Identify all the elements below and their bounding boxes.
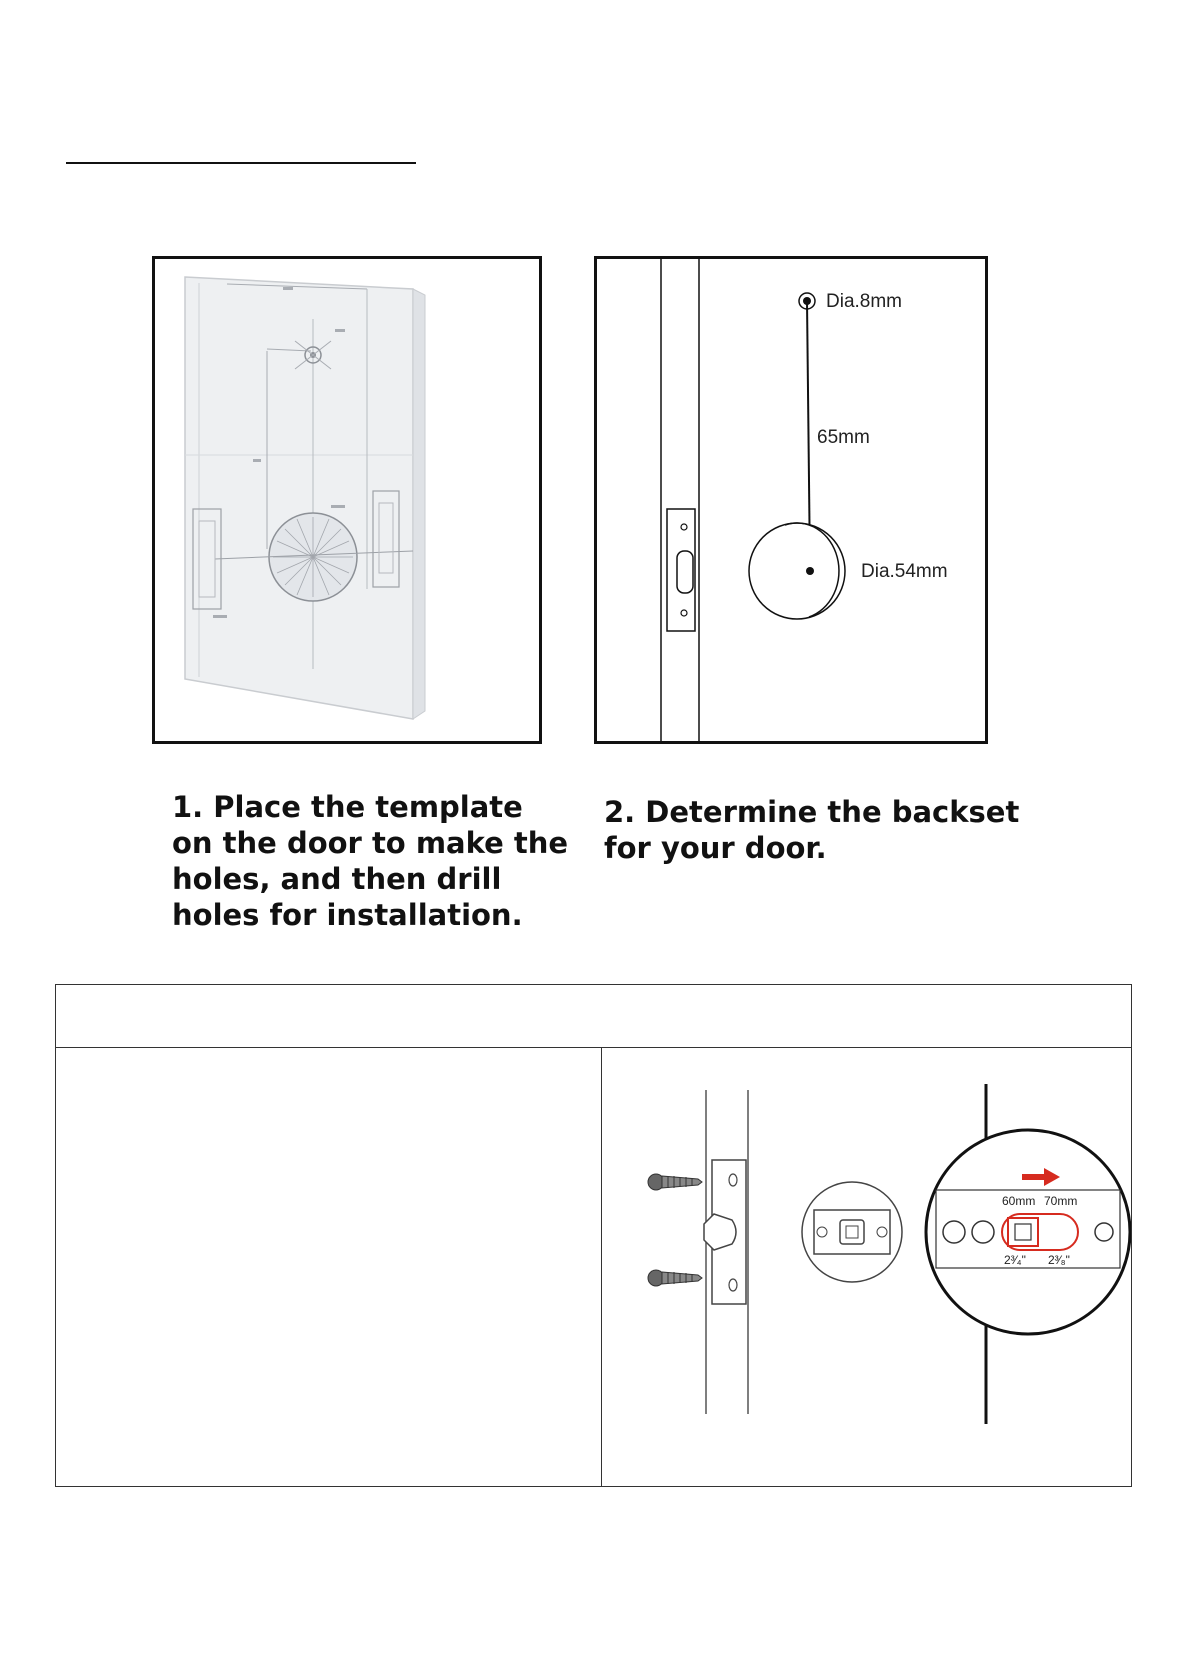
template-illustration bbox=[155, 259, 539, 741]
heading-rule bbox=[66, 162, 416, 164]
table-right-cell bbox=[602, 1048, 1131, 1486]
step-1-caption: 1. Place the template on the door to make the holes, and then drill holes for installation. bbox=[172, 790, 569, 932]
backset-illustration bbox=[597, 259, 985, 741]
screw-icon bbox=[648, 1174, 702, 1190]
backset-figure bbox=[594, 256, 988, 744]
step-2-caption: 2. Determine the backset for your door. bbox=[604, 795, 1020, 865]
small-hole-label: Dia.8mm bbox=[826, 291, 903, 312]
backset-label-60mm: 60mm bbox=[1002, 1194, 1036, 1208]
table-left-cell bbox=[56, 1048, 602, 1486]
backset-label-inch-b: 2³⁄₈" bbox=[1048, 1253, 1070, 1267]
distance-label: 65mm bbox=[817, 427, 870, 448]
backset-label-inch-a: 2³⁄₄" bbox=[1004, 1253, 1026, 1267]
template-figure bbox=[152, 256, 542, 744]
backset-label-70mm: 70mm bbox=[1044, 1194, 1078, 1208]
latch-adjust-illustration bbox=[602, 1048, 1131, 1486]
table-header-row bbox=[56, 985, 1131, 1048]
large-hole-label: Dia.54mm bbox=[861, 561, 948, 582]
instruction-table bbox=[55, 984, 1132, 1487]
screw-icon bbox=[648, 1270, 702, 1286]
